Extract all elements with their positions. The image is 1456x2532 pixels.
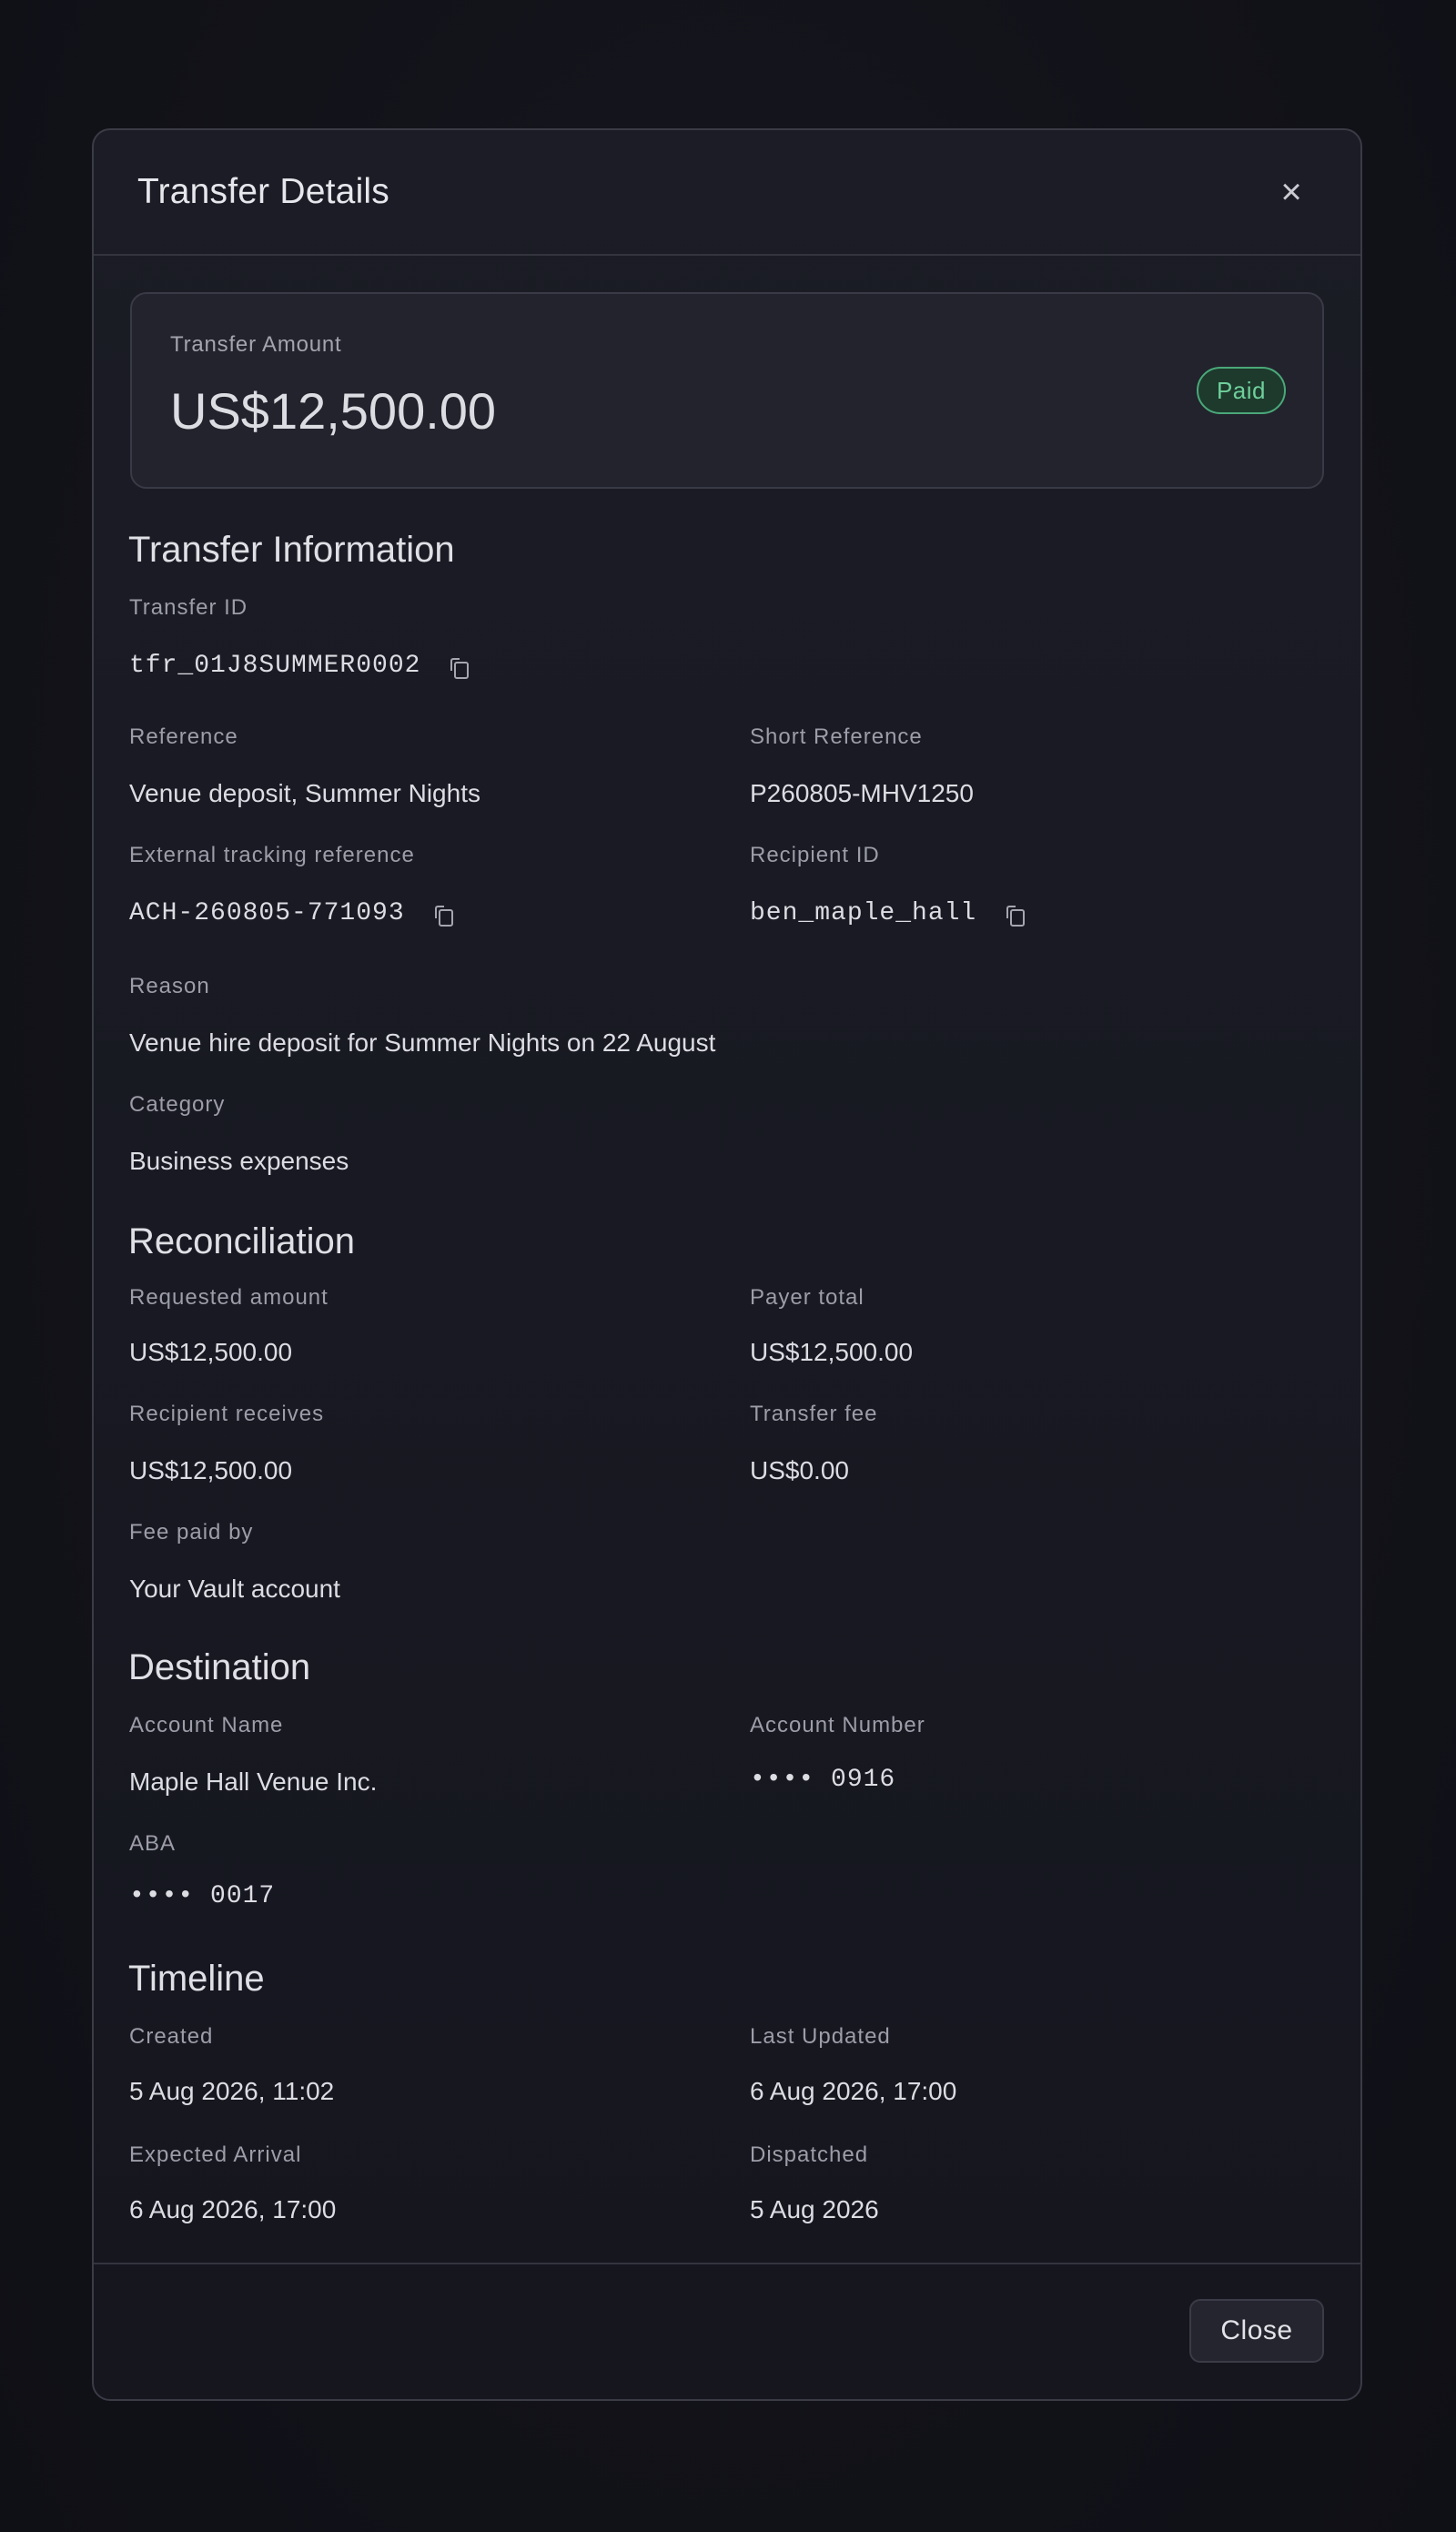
reference-value: Venue deposit, Summer Nights	[129, 779, 480, 807]
expected-arrival-value: 6 Aug 2026, 17:00	[129, 2195, 337, 2223]
close-icon[interactable]: ×	[1280, 171, 1302, 212]
account-number-label: Account Number	[750, 1713, 925, 1737]
external-tracking-reference-value: ACH-260805-771093	[129, 899, 405, 927]
dispatched-label: Dispatched	[750, 2142, 869, 2167]
reason-label: Reason	[129, 974, 210, 998]
transfer-amount-label: Transfer Amount	[170, 332, 342, 357]
account-number-value: •••• 0916	[750, 1766, 896, 1794]
dialog-header	[94, 130, 1360, 256]
payer-total-label: Payer total	[750, 1285, 864, 1310]
transfer-details-dialog	[92, 128, 1362, 2401]
expected-arrival-label: Expected Arrival	[129, 2142, 302, 2167]
reason-value: Venue hire deposit for Summer Nights on 22 August	[129, 1028, 716, 1057]
reference-label: Reference	[129, 724, 238, 749]
short-reference-value: P260805-MHV1250	[750, 779, 974, 807]
external-tracking-reference-label: External tracking reference	[129, 843, 415, 867]
created-value: 5 Aug 2026, 11:02	[129, 2077, 335, 2105]
transfer-fee-value: US$0.00	[750, 1456, 849, 1484]
last-updated-label: Last Updated	[750, 2024, 891, 2049]
transfer-amount-value: US$12,500.00	[170, 382, 497, 440]
fee-paid-by-value: Your Vault account	[129, 1575, 340, 1603]
copy-icon[interactable]	[436, 906, 450, 922]
last-updated-value: 6 Aug 2026, 17:00	[750, 2077, 957, 2105]
category-value: Business expenses	[129, 1147, 349, 1175]
dialog-title: Transfer Details	[137, 172, 389, 211]
transfer-amount-card	[130, 292, 1324, 489]
recipient-receives-value: US$12,500.00	[129, 1456, 293, 1484]
transfer-fee-label: Transfer fee	[750, 1402, 878, 1426]
recipient-receives-label: Recipient receives	[129, 1402, 325, 1426]
recipient-id-label: Recipient ID	[750, 843, 880, 867]
transfer-id-value: tfr_01J8SUMMER0002	[129, 652, 421, 680]
account-name-label: Account Name	[129, 1713, 284, 1737]
aba-label: ABA	[129, 1831, 177, 1856]
created-label: Created	[129, 2024, 214, 2049]
recipient-id-value: ben_maple_hall	[750, 899, 977, 927]
requested-amount-label: Requested amount	[129, 1285, 329, 1310]
copy-icon[interactable]	[451, 658, 466, 674]
close-button[interactable]: Close	[1189, 2299, 1324, 2363]
footer-divider	[94, 2263, 1360, 2264]
fee-paid-by-label: Fee paid by	[129, 1520, 254, 1545]
payer-total-value: US$12,500.00	[750, 1338, 914, 1366]
section-title-transfer-information: Transfer Information	[128, 530, 455, 570]
section-title-destination: Destination	[128, 1647, 311, 1687]
account-name-value: Maple Hall Venue Inc.	[129, 1767, 378, 1796]
section-title-timeline: Timeline	[128, 1959, 265, 1999]
dispatched-value: 5 Aug 2026	[750, 2195, 879, 2223]
short-reference-label: Short Reference	[750, 724, 923, 749]
status-badge: Paid	[1197, 367, 1286, 414]
category-label: Category	[129, 1092, 226, 1117]
section-title-reconciliation: Reconciliation	[128, 1221, 356, 1261]
copy-icon[interactable]	[1007, 906, 1022, 922]
aba-value: •••• 0017	[129, 1882, 276, 1910]
transfer-id-label: Transfer ID	[129, 595, 248, 620]
requested-amount-value: US$12,500.00	[129, 1338, 293, 1366]
